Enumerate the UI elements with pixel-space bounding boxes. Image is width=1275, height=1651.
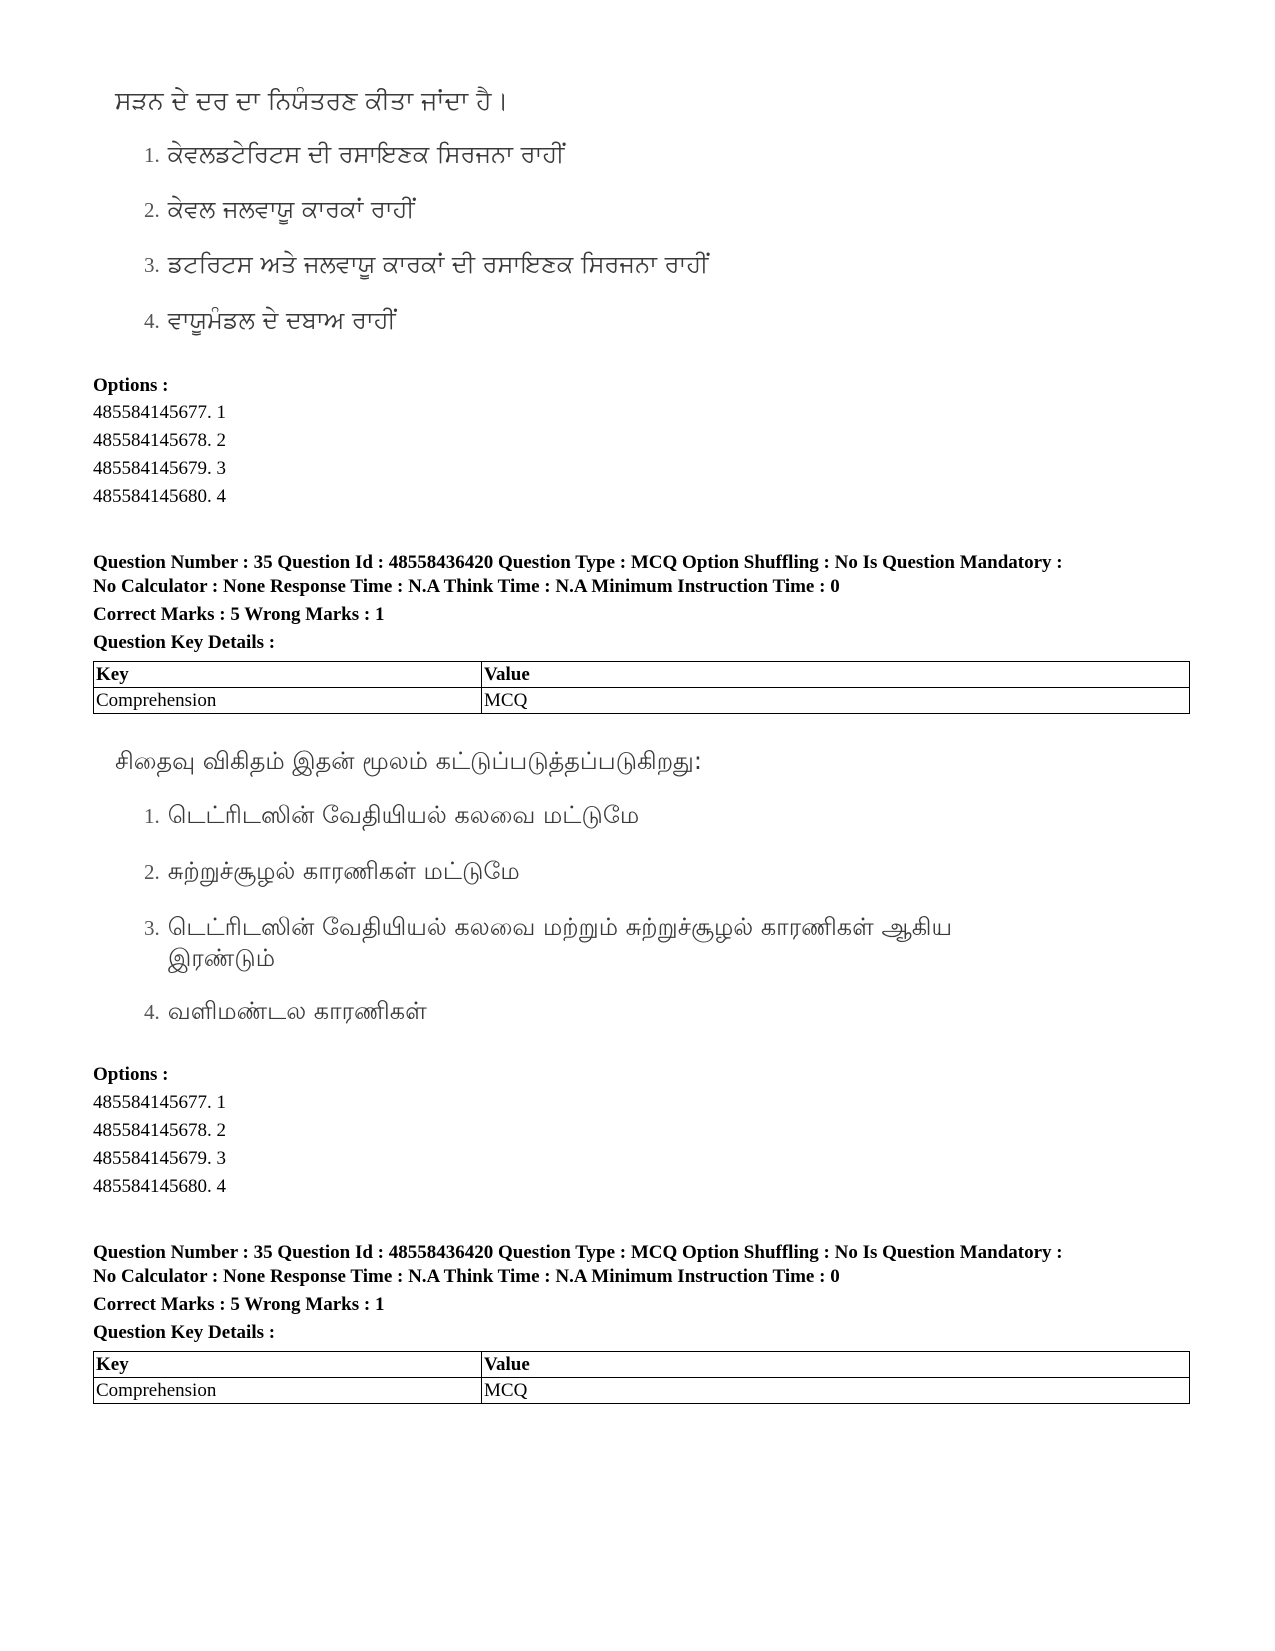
table-header-key: Key bbox=[94, 1352, 482, 1378]
marks-line: Correct Marks : 5 Wrong Marks : 1 bbox=[93, 1294, 385, 1315]
table-header-row bbox=[94, 1352, 1190, 1378]
choice-text: ਕੇਵਲਡਟੇਰਿਟਸ ਦੀ ਰਸਾਇਣਕ ਸਿਰਜਨਾ ਰਾਹੀਂ bbox=[167, 140, 565, 168]
choice-text: ਡਟਰਿਟਸ ਅਤੇ ਜਲਵਾਯੂ ਕਾਰਕਾਂ ਦੀ ਰਸਾਇਣਕ ਸਿਰਜਨਾ ਰਾਹੀਂ bbox=[167, 250, 709, 278]
choice-text: ਵਾਯੂਮੰਡਲ ਦੇ ਦਬਾਅ ਰਾਹੀਂ bbox=[167, 306, 396, 334]
option-item: 485584145677. 1 bbox=[93, 1092, 226, 1113]
choice-3 bbox=[144, 915, 952, 939]
tamil-question-image bbox=[110, 743, 1090, 1033]
choice-number: 4. bbox=[144, 1000, 160, 1024]
question-key-table bbox=[93, 1351, 1190, 1404]
choice-text: சுற்றுச்சூழல் காரணிகள் மட்டுமே bbox=[167, 857, 520, 885]
table-header-value: Value bbox=[482, 1352, 1190, 1378]
choice-text: ਕੇਵਲ ਜਲਵਾਯੂ ਕਾਰਕਾਂ ਰਾਹੀਂ bbox=[167, 195, 415, 223]
choice-2 bbox=[144, 197, 415, 221]
options-heading: Options : bbox=[93, 1064, 169, 1085]
choice-1 bbox=[144, 803, 639, 827]
choice-number: 1. bbox=[144, 143, 160, 167]
choice-1 bbox=[144, 142, 564, 166]
choice-3-continuation: இரண்டும் bbox=[168, 944, 276, 972]
choice-number: 3. bbox=[144, 253, 160, 277]
marks-line: Correct Marks : 5 Wrong Marks : 1 bbox=[93, 604, 385, 625]
question-meta-line: Question Number : 35 Question Id : 48558436420 Question Type : MCQ Option Shuffling : No Is Question Mandatory : bbox=[93, 552, 1063, 573]
punjabi-question-image bbox=[110, 82, 730, 347]
choice-number: 2. bbox=[144, 860, 160, 884]
question-meta-line: No Calculator : None Response Time : N.A Think Time : N.A Minimum Instruction Time : 0 bbox=[93, 576, 840, 597]
option-item: 485584145677. 1 bbox=[93, 402, 226, 423]
question-meta-line: Question Number : 35 Question Id : 48558436420 Question Type : MCQ Option Shuffling : No Is Question Mandatory : bbox=[93, 1242, 1063, 1263]
choice-number: 3. bbox=[144, 916, 160, 940]
choice-number: 4. bbox=[144, 309, 160, 333]
table-header-key: Key bbox=[94, 662, 482, 688]
question-stem: ਸੜਨ ਦੇ ਦਰ ਦਾ ਨਿਯੰਤਰਣ ਕੀਤਾ ਜਾਂਦਾ ਹੈ। bbox=[115, 86, 509, 115]
option-item: 485584145679. 3 bbox=[93, 458, 226, 479]
choice-3 bbox=[144, 252, 708, 276]
question-key-table bbox=[93, 661, 1190, 714]
option-item: 485584145680. 4 bbox=[93, 1176, 226, 1197]
choice-2 bbox=[144, 859, 520, 883]
question-stem: சிதைவு விகிதம் இதன் மூலம் கட்டுப்படுத்தப்படுகிறது: bbox=[115, 747, 702, 775]
table-header-value: Value bbox=[482, 662, 1190, 688]
table-row bbox=[94, 1378, 1190, 1404]
table-cell: MCQ bbox=[482, 688, 1190, 714]
option-item: 485584145678. 2 bbox=[93, 430, 226, 451]
option-item: 485584145680. 4 bbox=[93, 486, 226, 507]
choice-number: 1. bbox=[144, 804, 160, 828]
table-cell: Comprehension bbox=[94, 688, 482, 714]
choice-text: வளிமண்டல காரணிகள் bbox=[167, 997, 427, 1025]
choice-text: டெட்ரிடஸின் வேதியியல் கலவை மற்றும் சுற்றுச்சூழல் காரணிகள் ஆகிய bbox=[167, 913, 953, 941]
choice-4 bbox=[144, 999, 427, 1023]
table-header-row bbox=[94, 662, 1190, 688]
key-details-heading: Question Key Details : bbox=[93, 632, 276, 653]
question-meta-line: No Calculator : None Response Time : N.A Think Time : N.A Minimum Instruction Time : 0 bbox=[93, 1266, 840, 1287]
table-cell: MCQ bbox=[482, 1378, 1190, 1404]
choice-4 bbox=[144, 308, 396, 332]
choice-number: 2. bbox=[144, 198, 160, 222]
choice-text: டெட்ரிடஸின் வேதியியல் கலவை மட்டுமே bbox=[167, 801, 640, 829]
table-row bbox=[94, 688, 1190, 714]
options-heading: Options : bbox=[93, 375, 169, 396]
option-item: 485584145678. 2 bbox=[93, 1120, 226, 1141]
table-cell: Comprehension bbox=[94, 1378, 482, 1404]
key-details-heading: Question Key Details : bbox=[93, 1322, 276, 1343]
option-item: 485584145679. 3 bbox=[93, 1148, 226, 1169]
